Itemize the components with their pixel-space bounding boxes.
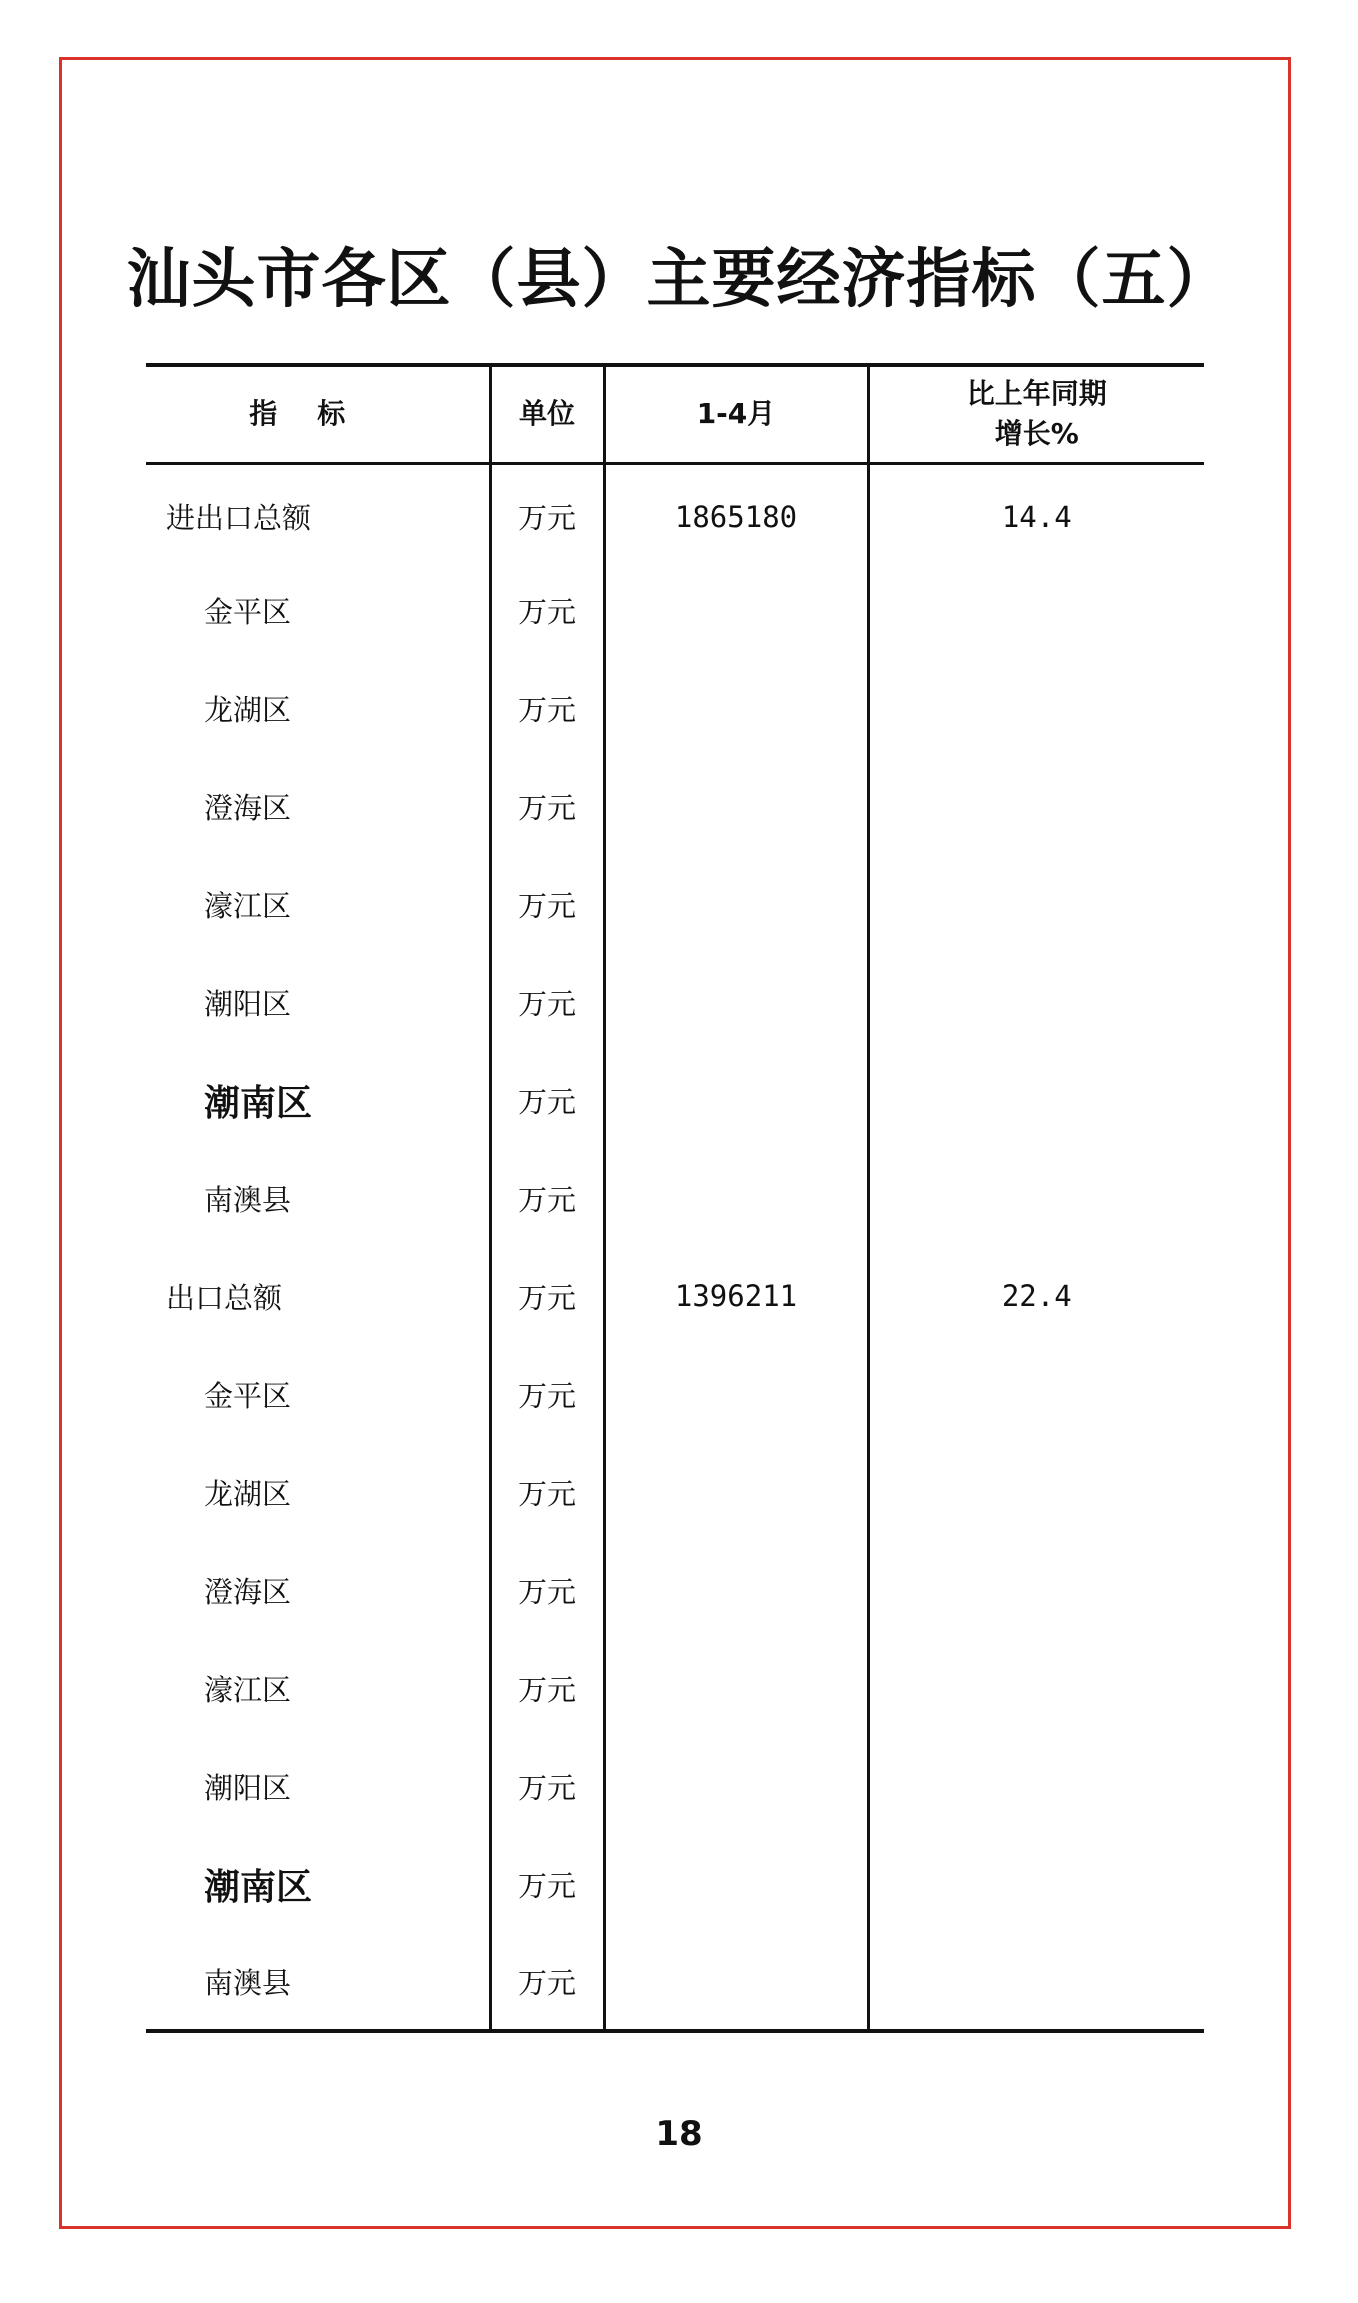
row-growth <box>868 953 1204 1051</box>
row-growth <box>868 1345 1204 1443</box>
row-indicator-name: 南澳县 <box>204 1182 292 1217</box>
row-unit: 万元 <box>490 1541 604 1639</box>
table-row <box>146 1345 1204 1443</box>
row-unit: 万元 <box>490 1149 604 1247</box>
table-row <box>146 659 1204 757</box>
table-row <box>146 1247 1204 1345</box>
row-unit: 万元 <box>490 463 604 561</box>
row-indicator-name: 南澳县 <box>146 1933 490 2031</box>
row-indicator-name: 潮阳区 <box>204 1770 292 1805</box>
row-indicator-name: 濠江区 <box>204 888 292 923</box>
header-unit: 单位 <box>490 365 604 463</box>
row-value <box>604 1149 868 1247</box>
row-value <box>604 1933 868 2031</box>
row-indicator-name: 潮南区 <box>204 1082 313 1124</box>
row-growth <box>868 1051 1204 1149</box>
row-indicator-name: 潮南区 <box>204 1866 313 1908</box>
row-unit: 万元 <box>490 1051 604 1149</box>
row-value: 1865180 <box>604 463 868 561</box>
table-row <box>146 1933 1204 2031</box>
row-value <box>604 1639 868 1737</box>
row-unit: 万元 <box>490 1345 604 1443</box>
row-growth <box>868 1737 1204 1835</box>
row-indicator-name: 龙湖区 <box>204 1476 292 1511</box>
row-value <box>604 757 868 855</box>
table-row <box>146 1149 1204 1247</box>
row-unit: 万元 <box>490 1443 604 1541</box>
row-value <box>604 561 868 659</box>
row-indicator-name: 出口总额 <box>166 1280 283 1315</box>
row-unit: 万元 <box>490 1639 604 1737</box>
row-growth: 14.4 <box>868 463 1204 561</box>
row-indicator-name: 进出口总额 <box>166 501 312 536</box>
table-row <box>146 855 1204 953</box>
table-row <box>146 1835 1204 1933</box>
table-body <box>146 463 1204 2031</box>
row-unit: 万元 <box>490 659 604 757</box>
row-unit: 万元 <box>490 1247 604 1345</box>
row-indicator-name: 澄海区 <box>204 1574 292 1609</box>
table-row <box>146 1443 1204 1541</box>
row-unit: 万元 <box>490 757 604 855</box>
page-number: 18 <box>655 2114 703 2154</box>
table-row <box>146 1737 1204 1835</box>
table-row <box>146 757 1204 855</box>
row-value <box>604 1051 868 1149</box>
row-unit: 万元 <box>490 855 604 953</box>
row-growth <box>868 659 1204 757</box>
header-period: 1-4月 <box>604 365 868 463</box>
table-row <box>146 1639 1204 1737</box>
table-row <box>146 1051 1204 1149</box>
row-growth <box>868 1541 1204 1639</box>
row-growth <box>868 1443 1204 1541</box>
row-value <box>604 1737 868 1835</box>
row-value <box>604 953 868 1051</box>
row-growth <box>868 757 1204 855</box>
row-growth <box>868 561 1204 659</box>
row-value <box>604 1541 868 1639</box>
row-indicator-name: 潮阳区 <box>204 986 292 1021</box>
row-growth <box>868 1835 1204 1933</box>
row-value: 1396211 <box>604 1247 868 1345</box>
row-unit: 万元 <box>490 1737 604 1835</box>
row-growth <box>868 1149 1204 1247</box>
table-row <box>146 561 1204 659</box>
row-unit: 万元 <box>490 1933 604 2031</box>
row-indicator-name: 金平区 <box>204 1378 292 1413</box>
row-indicator-name: 澄海区 <box>204 790 292 825</box>
row-growth: 22.4 <box>868 1247 1204 1345</box>
table-row <box>146 1541 1204 1639</box>
table-row <box>146 463 1204 561</box>
row-growth <box>868 855 1204 953</box>
row-unit: 万元 <box>490 561 604 659</box>
row-indicator-name: 濠江区 <box>204 1672 292 1707</box>
page-title: 汕头市各区（县）主要经济指标（五） <box>126 243 1232 317</box>
row-unit: 万元 <box>490 1835 604 1933</box>
table-row <box>146 953 1204 1051</box>
row-value <box>604 659 868 757</box>
row-value <box>604 855 868 953</box>
row-indicator-name: 龙湖区 <box>204 692 292 727</box>
row-growth <box>868 1933 1204 2031</box>
table-header-row <box>146 365 1204 463</box>
header-growth: 比上年同期 增长% <box>868 365 1204 463</box>
row-value <box>604 1835 868 1933</box>
indicator-table <box>146 363 1204 2033</box>
row-indicator-name: 金平区 <box>204 594 292 629</box>
row-unit: 万元 <box>490 953 604 1051</box>
header-indicator: 指标 <box>146 365 490 463</box>
row-value <box>604 1443 868 1541</box>
row-growth <box>868 1639 1204 1737</box>
row-value <box>604 1345 868 1443</box>
